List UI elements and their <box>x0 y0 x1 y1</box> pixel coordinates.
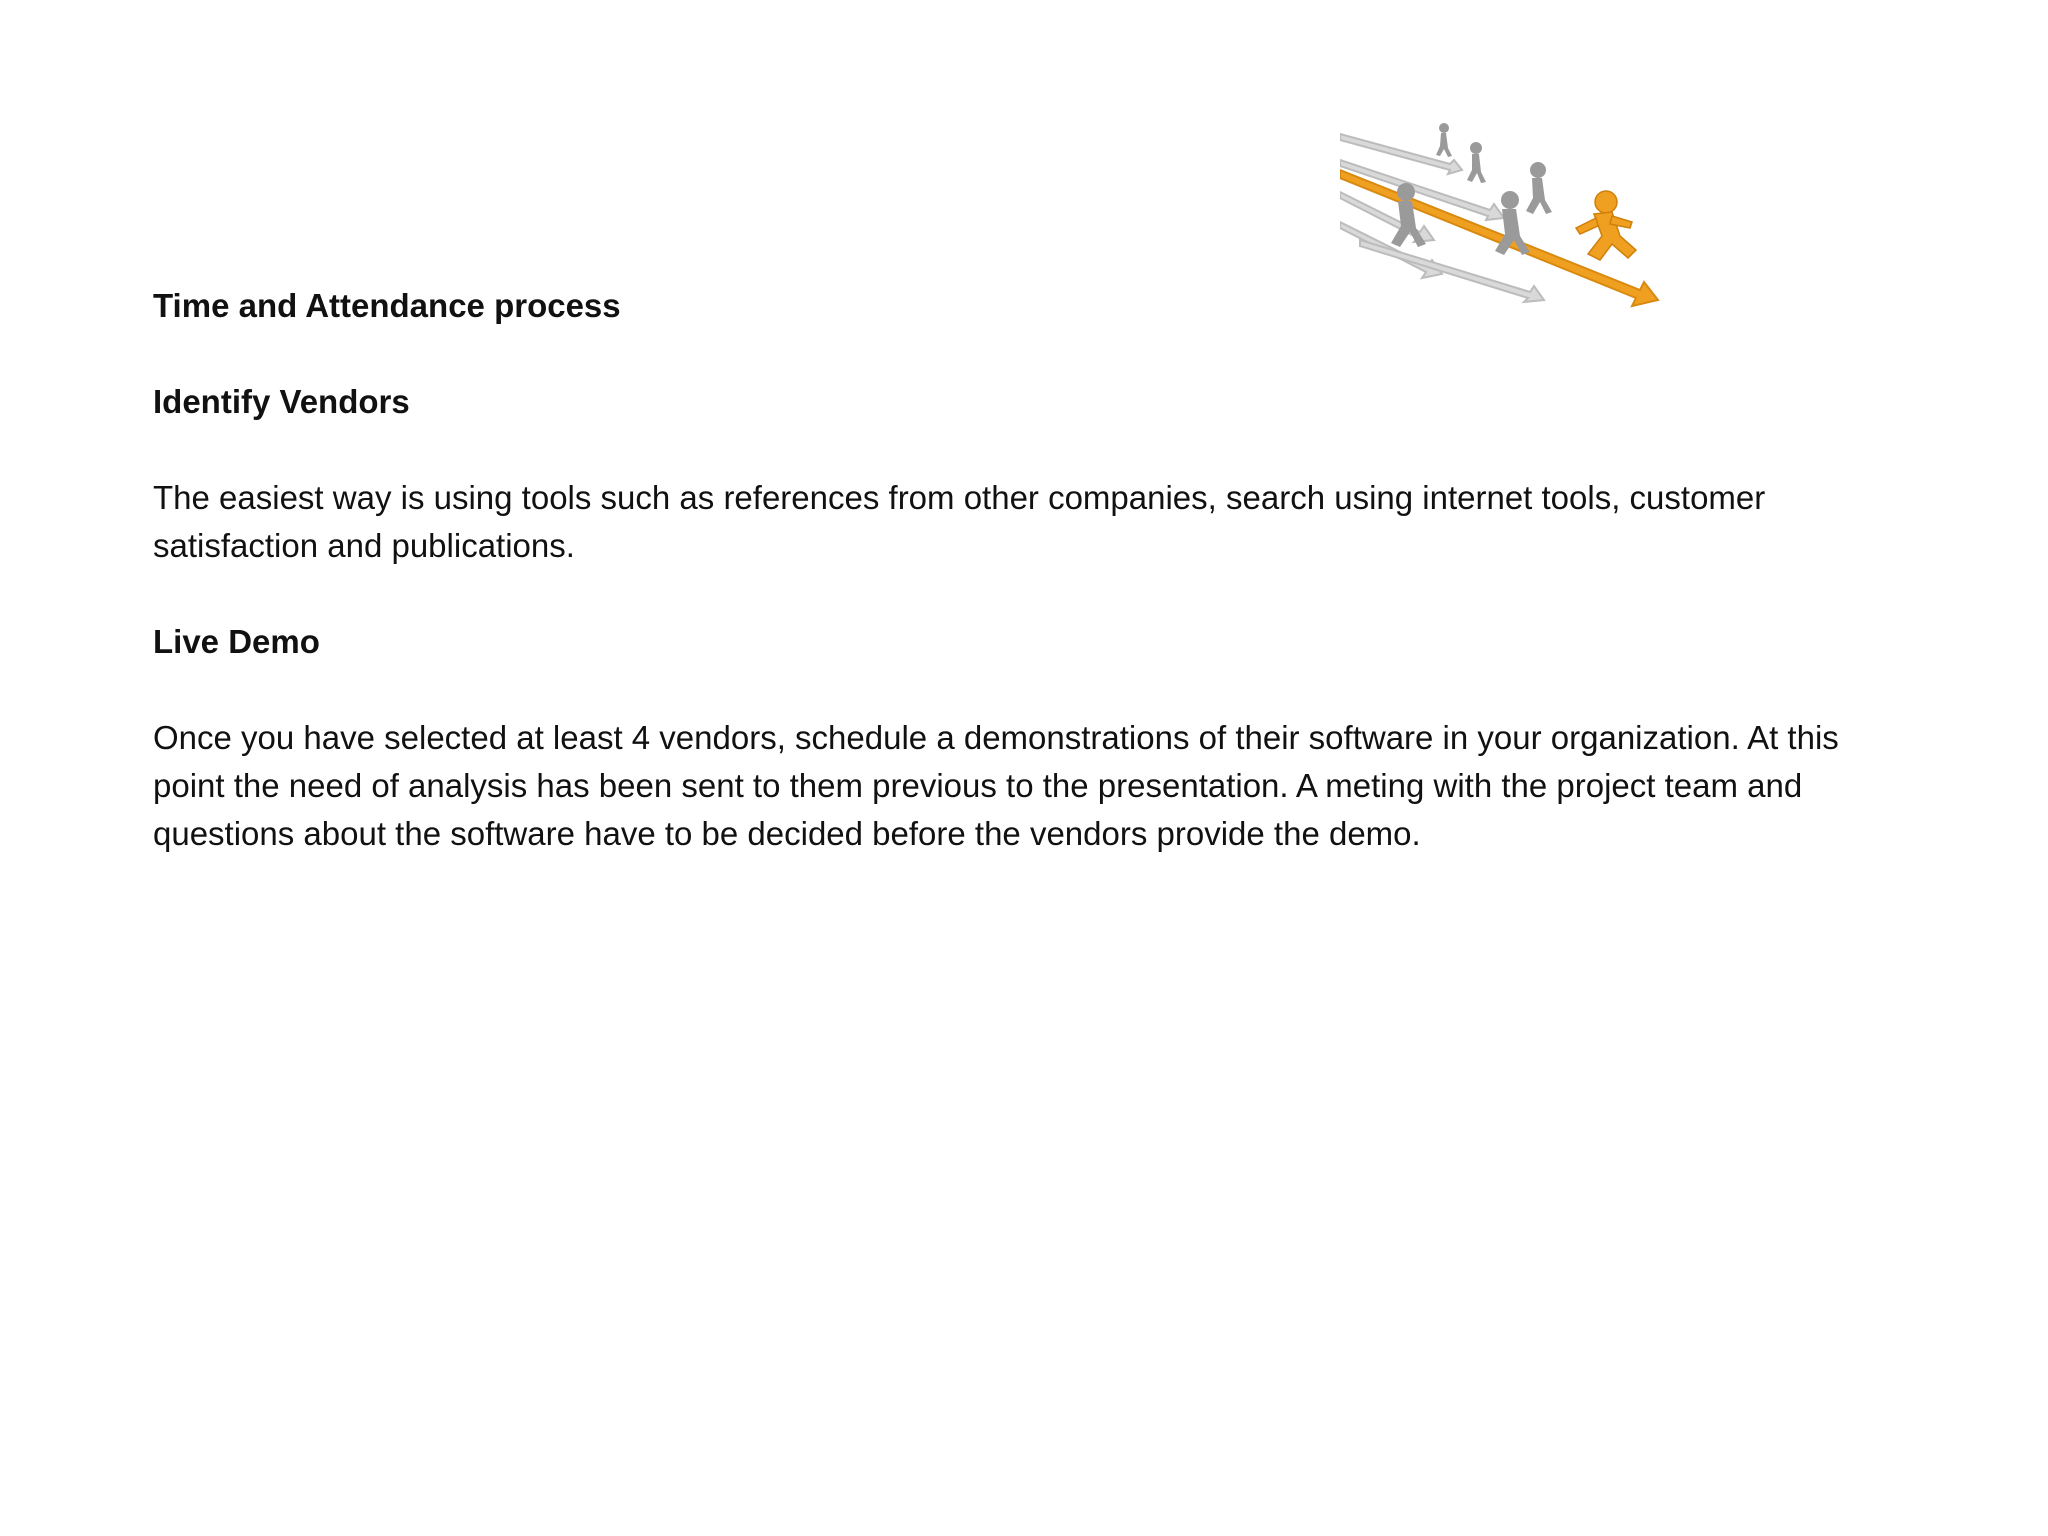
spacer <box>153 426 1873 474</box>
spacer <box>153 570 1873 618</box>
section-body-live-demo: Once you have selected at least 4 vendors, schedule a demonstrations of their software in your organization. At this point the need of analysis has been sent to them previous to the presentation. A meting with the project team and questions about the software have to be decided before the vendors provide the demo. <box>153 719 1839 852</box>
document-title: Time and Attendance process <box>153 287 621 324</box>
section-body-identify-vendors: The easiest way is using tools such as references from other companies, search using internet tools, customer satisfaction and publications. <box>153 479 1766 564</box>
document-body <box>153 282 1873 858</box>
spacer <box>153 330 1873 378</box>
spacer <box>153 666 1873 714</box>
section-heading-live-demo: Live Demo <box>153 623 320 660</box>
section-heading-identify-vendors: Identify Vendors <box>153 383 410 420</box>
